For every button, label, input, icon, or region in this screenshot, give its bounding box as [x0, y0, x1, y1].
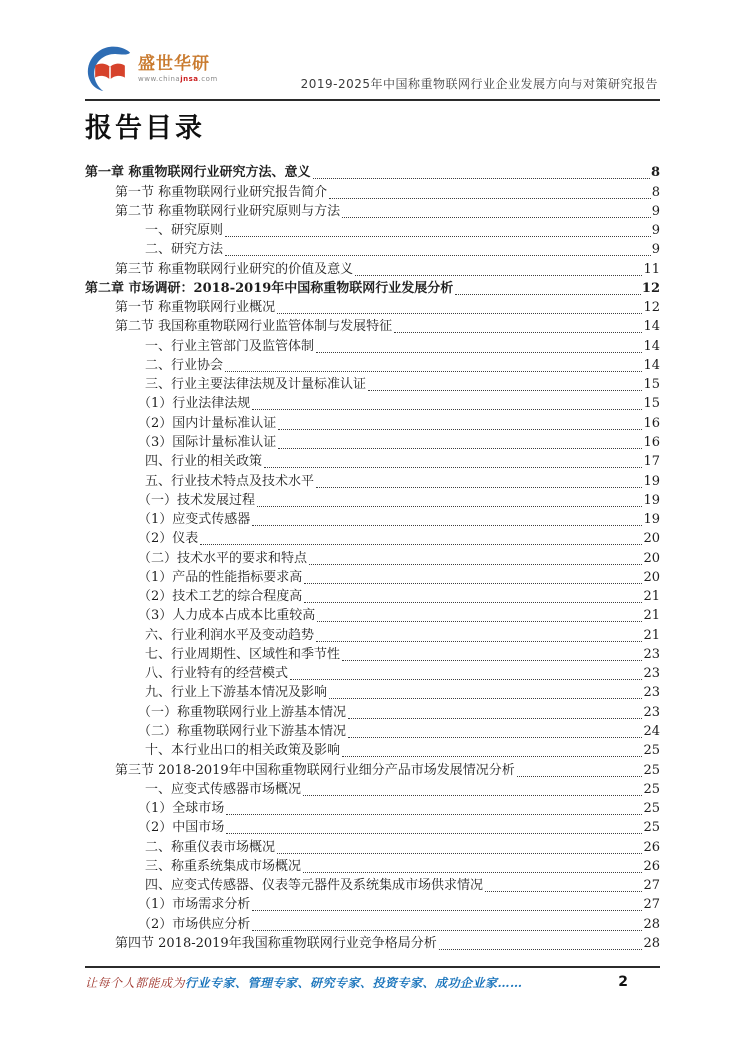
dot-leader [342, 756, 642, 757]
dot-leader [252, 910, 642, 911]
dot-leader [225, 371, 642, 372]
toc-entry[interactable] [85, 240, 660, 259]
footer-slogan-highlight: 行业专家、管理专家、研究专家、投资专家、成功企业家…… [185, 976, 523, 990]
toc-entry-page: 9 [651, 203, 660, 219]
toc-entry-title: 七、行业周期性、区域性和季节性 [145, 646, 341, 662]
dot-leader [316, 352, 642, 353]
toc-entry-page: 23 [643, 704, 660, 720]
toc-entry-title: 一、应变式传感器市场概况 [145, 781, 302, 797]
toc-entry-page: 14 [643, 338, 660, 354]
footer-slogan [85, 974, 523, 991]
dot-leader [317, 621, 642, 622]
dot-leader [316, 487, 642, 488]
toc-entry[interactable] [85, 625, 660, 644]
toc-entry-page: 23 [643, 646, 660, 662]
footer-divider [85, 966, 660, 968]
dot-leader [264, 467, 642, 468]
toc-entry-page: 14 [643, 357, 660, 373]
toc-entry[interactable] [85, 683, 660, 702]
toc-entry-page: 15 [643, 377, 660, 393]
toc-entry[interactable] [85, 202, 660, 221]
dot-leader [278, 448, 642, 449]
toc-entry[interactable] [85, 413, 660, 432]
toc-entry-title: （1）行业法律法规 [138, 396, 251, 412]
dot-leader [329, 698, 642, 699]
toc-entry[interactable] [85, 568, 660, 587]
toc-entry-title: （一）技术发展过程 [138, 492, 256, 508]
dot-leader [200, 544, 642, 545]
dot-leader [304, 583, 642, 584]
toc-entry-title: 二、称重仪表市场概况 [145, 839, 276, 855]
toc-entry-page: 20 [643, 550, 660, 566]
toc-list [85, 163, 660, 953]
toc-entry-title: 三、行业主要法律法规及计量标准认证 [145, 377, 367, 393]
toc-entry-title: 第三节 称重物联网行业研究的价值及意义 [115, 261, 354, 277]
dot-leader [329, 198, 651, 199]
dot-leader [304, 602, 642, 603]
footer-slogan-prefix: 让每个人都能成为 [85, 976, 186, 990]
footer-page-number: 2 [618, 974, 628, 990]
toc-entry-page: 19 [643, 492, 660, 508]
toc-entry[interactable] [85, 394, 660, 413]
toc-entry-page: 25 [643, 781, 660, 797]
toc-entry-page: 28 [643, 935, 660, 951]
toc-entry-title: （2）市场供应分析 [138, 916, 251, 932]
toc-entry[interactable] [85, 780, 660, 799]
toc-entry-title: （2）技术工艺的综合程度高 [138, 589, 303, 605]
toc-entry-title: （3）人力成本占成本比重较高 [138, 608, 316, 624]
toc-entry-page: 19 [643, 473, 660, 489]
toc-entry[interactable] [85, 548, 660, 567]
toc-entry-title: （二）技术水平的要求和特点 [138, 550, 308, 566]
dot-leader [290, 679, 642, 680]
dot-leader [394, 332, 642, 333]
toc-entry[interactable] [85, 317, 660, 336]
dot-leader [348, 737, 642, 738]
dot-leader [277, 853, 642, 854]
toc-entry[interactable] [85, 702, 660, 721]
toc-entry-page: 19 [643, 512, 660, 528]
toc-entry-page: 14 [643, 319, 660, 335]
toc-entry-title: （2）仪表 [138, 531, 199, 547]
toc-entry[interactable] [85, 741, 660, 760]
toc-entry-page: 25 [643, 820, 660, 836]
toc-entry[interactable] [85, 279, 660, 298]
toc-entry-page: 12 [643, 300, 660, 316]
toc-entry-page: 27 [643, 897, 660, 913]
logo-mark-icon [87, 46, 133, 92]
dot-leader [313, 178, 650, 179]
toc-entry[interactable] [85, 491, 660, 510]
toc-entry-title: （1）应变式传感器 [138, 512, 251, 528]
toc-entry-title: （二）称重物联网行业下游基本情况 [138, 723, 347, 739]
toc-entry[interactable] [85, 259, 660, 278]
toc-entry[interactable] [85, 433, 660, 452]
toc-entry-title: 二、研究方法 [145, 242, 224, 258]
logo-company-name: 盛世华研 [138, 53, 210, 74]
toc-entry-title: 六、行业利润水平及变动趋势 [145, 627, 315, 643]
dot-leader [303, 795, 642, 796]
toc-entry-title: （一）称重物联网行业上游基本情况 [138, 704, 347, 720]
toc-entry[interactable] [85, 837, 660, 856]
toc-entry-title: （3）国际计量标准认证 [138, 434, 277, 450]
toc-entry-page: 21 [643, 627, 660, 643]
toc-entry-title: 一、行业主管部门及监管体制 [145, 338, 315, 354]
toc-entry-title: 第二节 称重物联网行业研究原则与方法 [115, 203, 341, 219]
toc-entry[interactable] [85, 664, 660, 683]
toc-entry[interactable] [85, 298, 660, 317]
toc-entry[interactable] [85, 914, 660, 933]
dot-leader [303, 872, 642, 873]
toc-entry[interactable] [85, 934, 660, 953]
toc-entry[interactable] [85, 529, 660, 548]
toc-entry-page: 8 [651, 184, 660, 200]
toc-entry-page: 25 [643, 762, 660, 778]
page-title: 报告目录 [85, 113, 205, 144]
toc-entry-page: 28 [643, 916, 660, 932]
dot-leader [355, 275, 642, 276]
toc-entry-title: 四、应变式传感器、仪表等元器件及系统集成市场供求情况 [145, 878, 484, 894]
toc-entry-page: 25 [643, 801, 660, 817]
dot-leader [342, 660, 642, 661]
toc-entry-page: 21 [643, 608, 660, 624]
toc-entry-title: 第四节 2018-2019年我国称重物联网行业竞争格局分析 [115, 935, 437, 951]
company-logo [87, 46, 218, 92]
dot-leader [342, 217, 651, 218]
toc-entry-title: 第三节 2018-2019年中国称重物联网行业细分产品市场发展情况分析 [115, 762, 515, 778]
toc-entry[interactable] [85, 606, 660, 625]
toc-entry[interactable] [85, 722, 660, 741]
toc-entry-title: 第二节 我国称重物联网行业监管体制与发展特征 [115, 319, 393, 335]
dot-leader [257, 506, 642, 507]
toc-entry[interactable] [85, 452, 660, 471]
toc-entry[interactable] [85, 645, 660, 664]
page-footer [85, 974, 660, 991]
dot-leader [309, 564, 642, 565]
dot-leader [225, 255, 651, 256]
toc-entry[interactable] [85, 471, 660, 490]
logo-website [138, 76, 218, 83]
toc-entry-page: 26 [643, 858, 660, 874]
dot-leader [439, 949, 643, 950]
toc-entry[interactable] [85, 182, 660, 201]
logo-url-prefix: www.china [138, 74, 181, 83]
dot-leader [277, 313, 642, 314]
toc-entry-page: 20 [643, 569, 660, 585]
toc-entry[interactable] [85, 857, 660, 876]
toc-entry-title: 一、研究原则 [145, 223, 224, 239]
toc-entry-title: 四、行业的相关政策 [145, 454, 263, 470]
dot-leader [252, 409, 642, 410]
toc-entry[interactable] [85, 818, 660, 837]
dot-leader [226, 833, 642, 834]
toc-entry-title: 第一节 称重物联网行业研究报告简介 [115, 184, 328, 200]
toc-entry[interactable] [85, 510, 660, 529]
toc-entry-page: 25 [643, 743, 660, 759]
dot-leader [278, 429, 642, 430]
toc-entry-page: 8 [650, 165, 660, 181]
toc-entry-page: 15 [643, 396, 660, 412]
toc-entry-page: 23 [643, 685, 660, 701]
dot-leader [455, 294, 641, 295]
page-header [85, 44, 660, 101]
dot-leader [225, 236, 651, 237]
toc-entry[interactable] [85, 375, 660, 394]
dot-leader [252, 930, 642, 931]
toc-entry-title: （1）全球市场 [138, 801, 225, 817]
toc-entry-page: 24 [643, 723, 660, 739]
toc-entry-page: 21 [643, 589, 660, 605]
toc-entry-title: 九、行业上下游基本情况及影响 [145, 685, 328, 701]
dot-leader [316, 641, 642, 642]
logo-url-suffix: .com [198, 74, 218, 83]
dot-leader [368, 390, 642, 391]
toc-entry-title: 第一章 称重物联网行业研究方法、意义 [85, 165, 311, 181]
toc-entry-title: （1）市场需求分析 [138, 897, 251, 913]
toc-entry[interactable] [85, 587, 660, 606]
toc-entry[interactable] [85, 876, 660, 895]
toc-entry-page: 16 [643, 434, 660, 450]
toc-entry-page: 9 [651, 242, 660, 258]
toc-entry-title: 二、行业协会 [145, 357, 224, 373]
dot-leader [485, 891, 642, 892]
dot-leader [252, 525, 642, 526]
toc-entry-page: 16 [643, 415, 660, 431]
toc-entry-title: （1）产品的性能指标要求高 [138, 569, 303, 585]
toc-entry-page: 17 [643, 454, 660, 470]
toc-entry-page: 27 [643, 878, 660, 894]
dot-leader [517, 776, 643, 777]
logo-url-mid: jnsa [180, 74, 199, 83]
toc-entry-title: 八、行业特有的经营模式 [145, 666, 289, 682]
toc-entry[interactable] [85, 895, 660, 914]
toc-entry-title: 三、称重系统集成市场概况 [145, 858, 302, 874]
toc-entry-page: 23 [643, 666, 660, 682]
toc-entry[interactable] [85, 336, 660, 355]
toc-entry-title: （2）中国市场 [138, 820, 225, 836]
toc-entry[interactable] [85, 221, 660, 240]
toc-entry-page: 26 [643, 839, 660, 855]
toc-entry-page: 12 [641, 280, 660, 296]
toc-entry[interactable] [85, 356, 660, 375]
toc-entry-page: 9 [651, 223, 660, 239]
toc-entry-title: 第二章 市场调研：2018-2019年中国称重物联网行业发展分析 [85, 280, 454, 296]
toc-entry-page: 11 [643, 261, 660, 277]
toc-entry-title: 第一节 称重物联网行业概况 [115, 300, 276, 316]
dot-leader [348, 718, 642, 719]
report-title: 2019-2025年中国称重物联网行业企业发展方向与对策研究报告 [300, 77, 658, 91]
toc-entry-title: （2）国内计量标准认证 [138, 415, 277, 431]
toc-entry[interactable] [85, 799, 660, 818]
toc-entry[interactable] [85, 163, 660, 182]
toc-entry-title: 十、本行业出口的相关政策及影响 [145, 743, 341, 759]
toc-entry-title: 五、行业技术特点及技术水平 [145, 473, 315, 489]
dot-leader [226, 814, 642, 815]
toc-entry-page: 20 [643, 531, 660, 547]
logo-text-block [138, 53, 218, 83]
toc-entry[interactable] [85, 760, 660, 779]
